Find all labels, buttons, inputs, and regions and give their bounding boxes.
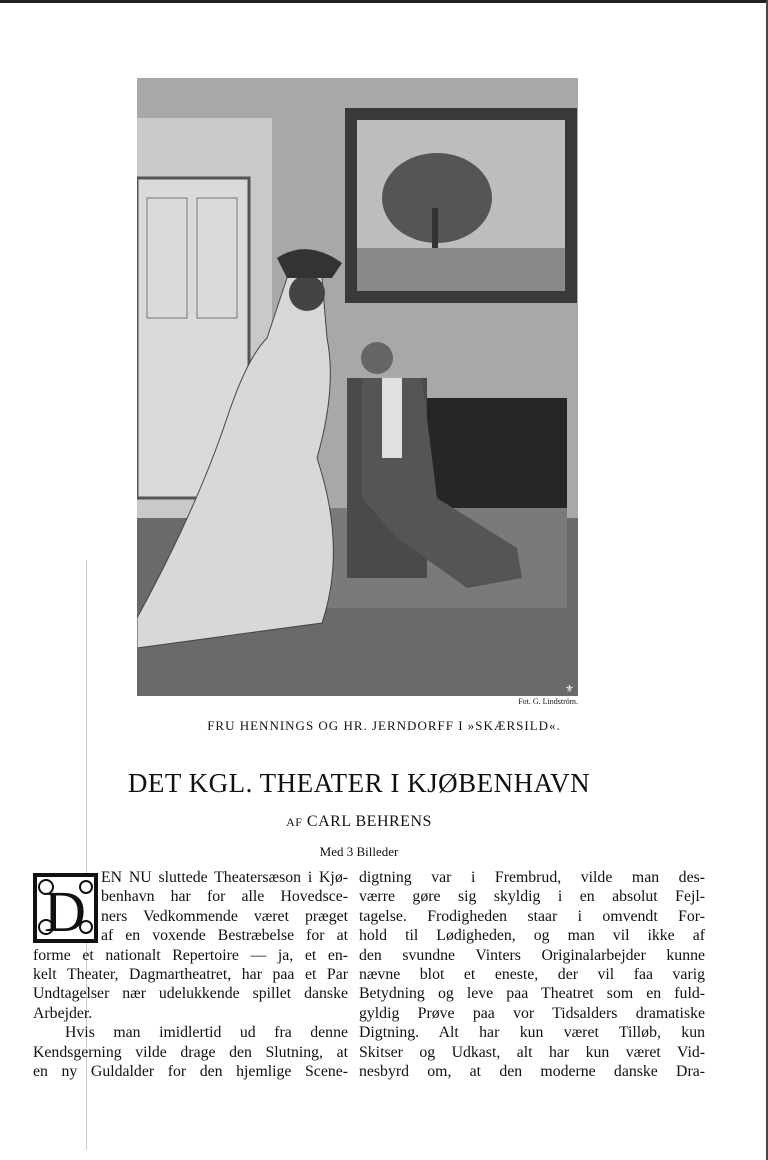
article-column-right (359, 868, 705, 1081)
text-line: benhavn har for alle Hovedsce- (101, 888, 348, 906)
text-line: Undtagelser nær udelukkende spillet danske (33, 985, 348, 1003)
text-line: værre gøre sig skyldig i en absolut Fejl- (359, 888, 705, 906)
text-line: forme et nationalt Repertoire — ja, et en- (33, 946, 348, 964)
text-line: Arbejder. (33, 1004, 93, 1022)
text-line: en ny Guldalder for den hjemlige Scene- (33, 1062, 348, 1080)
scan-top-edge (0, 0, 768, 3)
article-subtitle: Med 3 Billeder (319, 844, 399, 859)
text-line: Kendsgerning vilde drage den Slutning, at (33, 1043, 348, 1061)
byline-prefix: AF (286, 815, 303, 829)
text-line: kelt Theater, Dagmartheatret, har paa et Par (33, 965, 348, 983)
text-line: ners Vedkommende været præget (101, 907, 348, 925)
article-title: DET KGL. THEATER I KJØBENHAVN (127, 768, 591, 798)
photo-caption: FRU HENNINGS OG HR. JERNDORFF I »SKÆRSILD«. (207, 718, 561, 733)
photo-credit: Fot. G. Lindström. (518, 697, 578, 706)
text-line: Hvis man imidlertid ud fra denne (65, 1024, 348, 1042)
text-line: Digtning. Alt har kun været Tilløb, kun (359, 1024, 705, 1042)
text-line: af en voxende Bestræbelse for at (101, 927, 348, 945)
text-line: tagelse. Frodigheden staar i omvendt For- (359, 907, 705, 925)
theatre-scene-photo (137, 78, 578, 696)
article-byline (0, 813, 718, 831)
text-line: digtning var i Frembrud, vilde man des- (359, 869, 705, 886)
author-name: CARL BEHRENS (306, 813, 432, 830)
text-line: Betydning og leve paa Theatret som en fuld- (359, 985, 705, 1003)
text-line: gyldig Prøve paa vor Tidsalders dramatiske (359, 1004, 705, 1022)
text-line: EN NU sluttede Theatersæson i Kjø- (101, 869, 348, 886)
text-line: nævne blot et eneste, der vil faa varig (359, 965, 705, 983)
text-line: nesbyrd om, at den moderne danske Dra- (359, 1062, 705, 1080)
article-column-left (33, 868, 348, 1081)
text-line: Skitser og Udkast, alt har kun været Vid- (359, 1043, 705, 1061)
initial-letter: D (44, 879, 86, 943)
text-line: hold til Lødigheden, og man vil ikke af (359, 927, 705, 945)
svg-text:⚜: ⚜ (565, 684, 574, 695)
text-line: den svundne Vinters Originalarbejder kunne (359, 946, 705, 964)
